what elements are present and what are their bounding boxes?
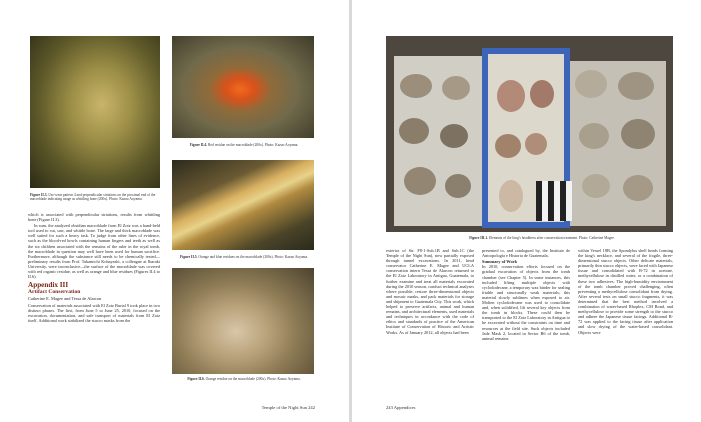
figure-iii1-caption: Figure III.1. Elements of the king's headdress after conservation treatment. Photo: Catherine Magee. (469, 236, 615, 240)
right-column-1 (386, 248, 474, 336)
paragraph-1: which is associated with perpendicular striations, results from whittling bone (Figure II.3). (28, 212, 160, 223)
appendix-authors: Catherine E. Magee and Tessa de Alarcon (28, 295, 102, 301)
figure-ii4-caption: Figure II.4. Red residue on the macroblade (200x). Photo: Kazuo Aoyama. (189, 143, 299, 147)
left-folio: Temple of the Night Sun 242 (261, 405, 315, 410)
right-column-2 (482, 248, 570, 342)
figure-ii6-photo (172, 268, 314, 374)
right-col2-intro: presented to, and catalogued by, the Instituto de Antropología e Historia de Guatemala. (482, 248, 570, 259)
figure-ii4-photo (172, 36, 314, 138)
paragraph-2: In sum, the analyzed obsidian macroblade from El Zotz was a hand-held tool used to cut, saw, and whittle bone. The large and thick macroblade was well suited for such a heavy task. To judge from other lines of evidence, such as the blood-red bowls containing human fingers and teeth as well as the six children associated with the remains of the ruler in the royal tomb, the macroblade in question may well have been used for human sacrifice. Furthermore, although the substance still needs to be chemically tested—preliminary results from Prof. Takamichi Kobayashi, a colleague at Ibaraki University, were inconclusive—the surface of the macroblade was covered with red organic residue, as well as orange and blue residues (Figures II.4 to II.6). (28, 223, 160, 280)
figure-ii5-caption: Figure II.5. Orange and blue residues on the macroblade (200x). Photo: Kazuo Aoyama. (180, 255, 308, 259)
right-col1-text: exterior of Str. F8-1-Sub.1B and Sub.1C (the Temple of the Night Sun), now partially exposed through tunnel excavations. In 2011, head conservator Catherine E. Magee and UCLA conservation intern Tessa de Alarcon returned to the El Zotz Laboratory in Antigua, Guatemala, to further examine and treat all materials excavated during the 2010 season, conduct technical analyses where possible, restore three-dimensional objects and mosaic masks, and pack materials for storage and shipment to Guatemala City. This work, which helped to preserve artifacts, animal and human remains, and architectural elements, used materials and techniques in accordance with the code of ethics and standards of practice of the American Institute of Conservation of Historic and Artistic Works. As of January 2012, all objects had been (386, 248, 474, 335)
left-page (0, 0, 349, 422)
right-column-3 (578, 248, 673, 336)
figure-ii5-photo (172, 160, 314, 250)
appendix-subtitle: Artifact Conservation (28, 289, 81, 296)
right-col2-text: In 2010, conservation efforts focused on the gradual excavation of objects from the tomb chamber (see Chapter 5). In some instances, this included lifting multiple objects with cyclododecane, a temporary wax binder for sealing friable and structurally weak materials; this material slowly sublimes when exposed to air. Molten cyclododecane was used to consolidate and, when solidified, lift several key objects from the tomb in blocks. These could then be transported to the El Zotz Laboratory in Antigua to be excavated without the constraints on time and resources at the field site. Such objects included Jade Mask 2, located in Sector B6 of the tomb, animal remains (482, 264, 570, 341)
figure-ii3-photo (30, 36, 160, 188)
right-col3-text: within Vessel 18B, the Spondylus shell beads forming the king's necklace, and several of the fragile, three-dimensional stucco objects. Other delicate materials, primarily thin stucco objects, were faced with Japanese tissue and consolidated with B-72 in acetone, methycellulose in distilled water, or a combination of these two adhesives. The high-humidity environment of the tomb chamber proved challenging, often preventing a methycellulose consolidant from drying. After several tests on small stucco fragments, it was determined that the best method involved a combination of water-based Rhoplex, CM Bond, and methycellulose to provide some strength to the stucco and adhere the Japanese tissue facings. Additional B-72 was applied to the facing tissue after application and slow drying of the water-based consolidant. Objects were (578, 248, 673, 335)
right-page (352, 0, 701, 422)
figure-ii3-caption: Figure II.3. Use-wear pattern 4 and perpendicular striations on the proximal end of the macroblade indicating usage as whittling bone (200x). Photo: Kazuo Aoyama. (30, 193, 156, 202)
appendix-title: Appendix III (28, 281, 69, 290)
summary-of-work-heading: Summary of Work (482, 259, 518, 265)
headdress-photo-illustration (386, 36, 673, 232)
figure-ii6-caption: Figure II.6. Orange residue on the macroblade (200x). Photo: Kazuo Aoyama. (187, 377, 301, 381)
paragraph-3: Conservation of materials associated with El Zotz Burial 9 took place in two distinct phases. The first, from June 5 to June 25, 2010, focused on the excavation, documentation, and safe transport of materials from El Zotz itself. Additional work stabilized the stucco masks from the (28, 303, 160, 324)
right-folio: 243 Appendices (386, 405, 416, 410)
left-body-column (28, 212, 160, 324)
figure-iii1-photo (386, 36, 673, 232)
